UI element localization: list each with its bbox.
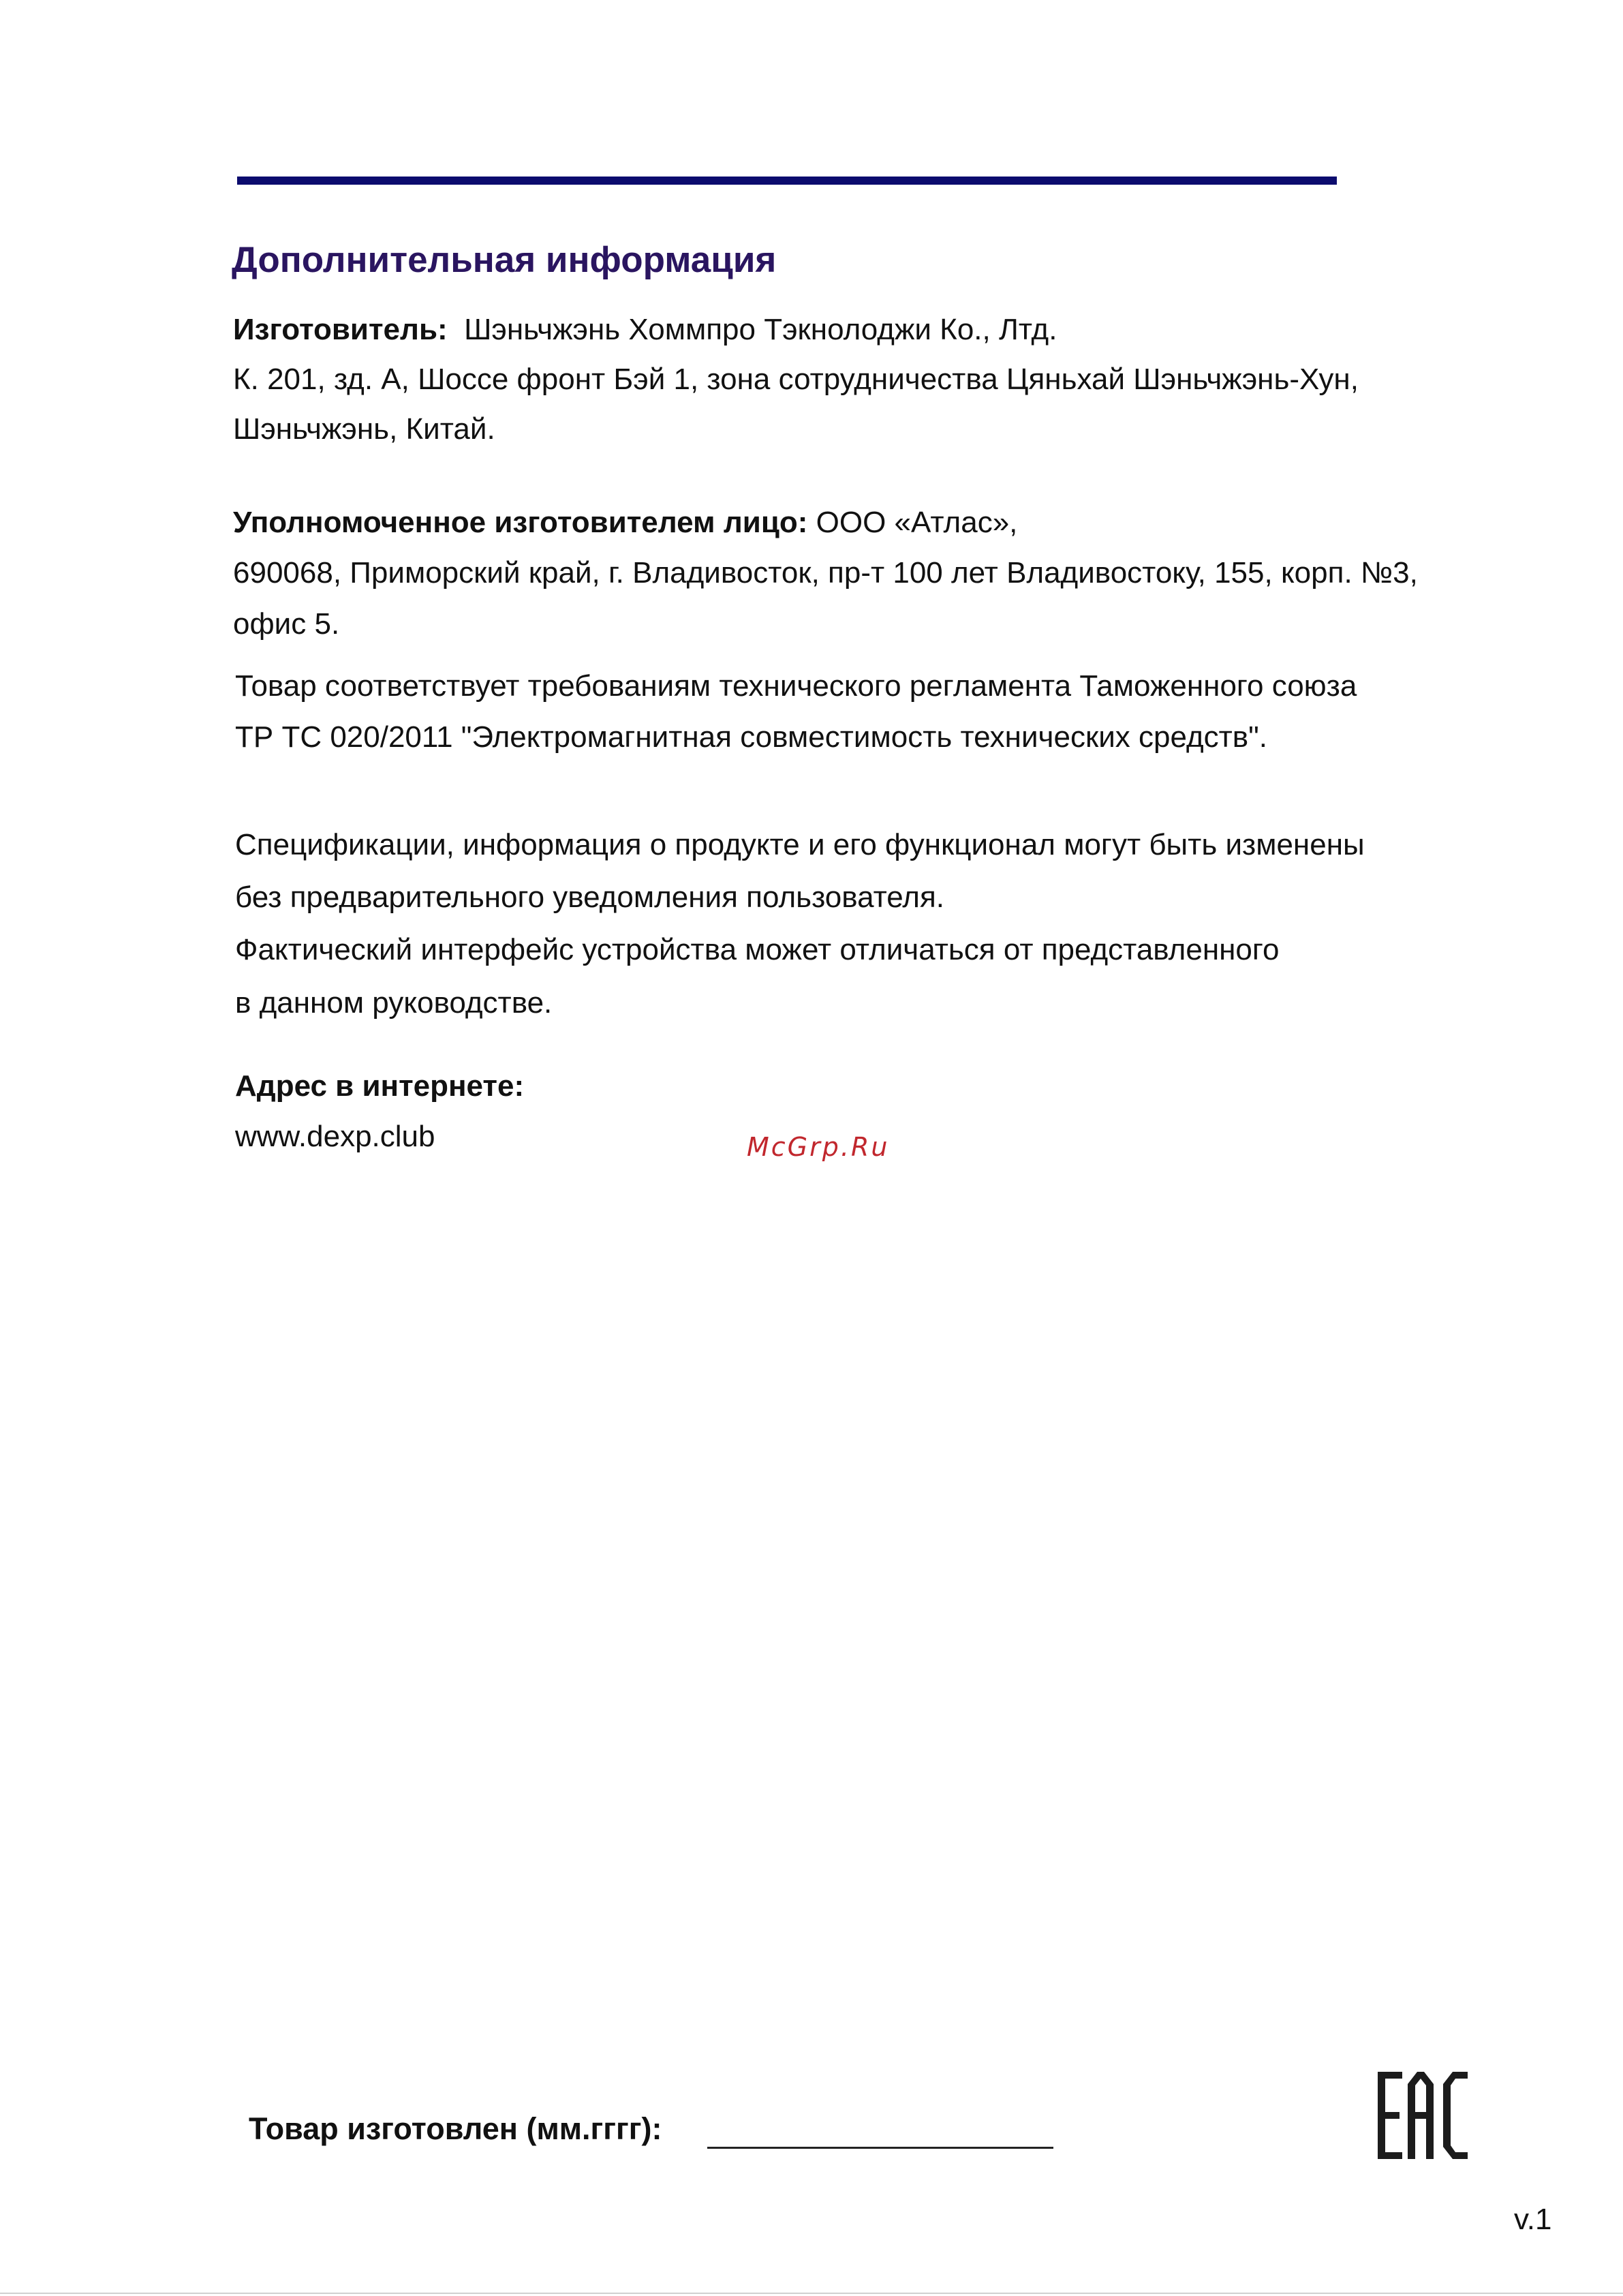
eac-certification-mark bbox=[1378, 2072, 1468, 2159]
manufacturer-name: Шэньчжэнь Хоммпро Тэкнолоджи Ко., Лтд. bbox=[464, 313, 1057, 346]
disclaimer-line4: в данном руководстве. bbox=[235, 986, 553, 1020]
manufacturer-line bbox=[233, 312, 1057, 348]
page-bottom-edge bbox=[0, 2293, 1623, 2294]
compliance-line1: Товар соответствует требованиям технического регламента Таможенного союза bbox=[235, 669, 1357, 703]
web-label: Адрес в интернете: bbox=[235, 1069, 525, 1103]
compliance-line2: ТР ТС 020/2011 "Электромагнитная совместимость технических средств". bbox=[235, 720, 1268, 754]
authorized-person-line bbox=[233, 505, 1017, 541]
disclaimer-line2: без предварительного уведомления пользователя. bbox=[235, 881, 945, 914]
manufacturer-address-line2: Шэньчжэнь, Китай. bbox=[233, 412, 495, 446]
authorized-person-name: ООО «Атлас», bbox=[816, 506, 1018, 539]
page-title: Дополнительная информация bbox=[232, 240, 777, 280]
watermark-text: McGrp.Ru bbox=[747, 1132, 890, 1162]
authorized-person-address-line1: 690068, Приморский край, г. Владивосток, пр-т 100 лет Владивостоку, 155, корп. №3, bbox=[233, 556, 1418, 590]
version-label: v.1 bbox=[1514, 2203, 1552, 2236]
header-rule bbox=[237, 177, 1337, 185]
authorized-person-label: Уполномоченное изготовителем лицо: bbox=[233, 506, 808, 539]
production-date-label: Товар изготовлен (мм.гггг): bbox=[249, 2111, 662, 2146]
authorized-person-address-line2: офис 5. bbox=[233, 607, 340, 641]
production-date-blank-line bbox=[707, 2147, 1053, 2149]
web-url-link[interactable]: www.dexp.club bbox=[235, 1120, 435, 1153]
manufacturer-address-line1: К. 201, зд. А, Шоссе фронт Бэй 1, зона сотрудничества Цяньхай Шэньчжэнь-Хун, bbox=[233, 363, 1359, 396]
manufacturer-label: Изготовитель: bbox=[233, 313, 448, 346]
disclaimer-line1: Спецификации, информация о продукте и его функционал могут быть изменены bbox=[235, 828, 1365, 861]
disclaimer-line3: Фактический интерфейс устройства может отличаться от представленного bbox=[235, 933, 1280, 966]
